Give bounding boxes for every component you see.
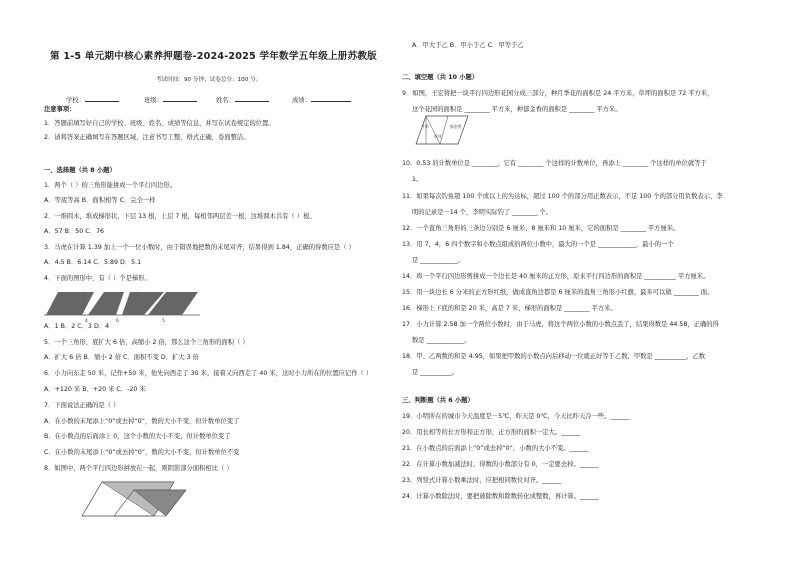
question-line: 明的记录是－14 个，李明实际钓了 ________ 个。 (412, 209, 552, 216)
question-line: 这个花园的面积是 ________ 平方米，种郁金香的面积是 ________ 平方米。 (412, 106, 622, 113)
score-field[interactable]: 成绩： (292, 95, 351, 105)
option-line: A．等底等高 B．面积相等 C．完全一样 (44, 197, 156, 204)
note-line: 1．答题前填写好自己的学校、班级、姓名、成绩等信息，并写在试卷规定的位置。 (44, 120, 275, 127)
question-line: 6．小力向东走 50 米，记作+50 米，他先向西走了 30 米，接着又向西走了 40 米，这时小力所在的位置应记作（ ） (44, 370, 373, 377)
option-line: B．在小数点的后面添上 0，这个小数的大小不变，但计数单位变了 (44, 433, 231, 440)
question-line: 数是 ____________。 (412, 337, 471, 344)
page-title: 第 1-5 单元期中核心素养押题卷-2024-2025 学年数学五年级上册苏教版 (50, 51, 377, 62)
shape-1 (46, 292, 94, 315)
figure-label: 5 (162, 319, 165, 322)
note-line: 2．请将答案正确填写在答题区域，注意书写工整，格式正确，卷面整洁。 (44, 134, 250, 141)
notes-heading: 注意事项： (44, 106, 76, 113)
figure-label: 草坪 (434, 134, 442, 139)
trapezoid-figure (44, 288, 200, 322)
question-line: 15．用一块边长 6 分米的正方形红纸，做成直角边都是 6 厘米的直角三角形小红旗，最多可以做 ________ 面。 (402, 289, 714, 296)
question-line: 1。 (412, 176, 423, 183)
question-line: 23．列竖式计算小数乘法时，应把相同数位对齐。______ (402, 477, 562, 484)
question-line: 是 ____________。 (412, 257, 465, 264)
question-line: 1．两个（ ）的三角形能拼成一个平行四边形。 (44, 182, 176, 189)
option-line: A．扩大 6 倍 B．缩小 2 倍 C．面积不变 D．扩大 3 倍 (44, 354, 199, 361)
question-line: 19．小明所在的城市今天温度是－5℃，昨天是 0℃，今天比昨天冷一些。______ (402, 413, 630, 420)
option-line: C．在小数的末尾添上“0”或去掉“0”，数的大小不变，但计数单位不变 (44, 449, 240, 456)
shape-2 (88, 292, 124, 315)
parallelogram-figure (74, 476, 204, 524)
option-line: A．在小数的末尾添上“0”或去掉“0”，数的大小不变，但计数单位变了 (44, 418, 240, 425)
question-line: 7．下面说法正确的是（ ） (44, 402, 120, 409)
question-line: 21．在小数点的后面添上“0”或去掉“0”，小数的大小不变。______ (402, 445, 589, 452)
question-line: 22．在计算小数加减法时，得数的小数部分有 0，一定要去掉。______ (402, 461, 599, 468)
option-line: A．4.5 B．6.14 C．5.89 D．5.1 (44, 259, 142, 266)
school-field[interactable]: 学校： (66, 95, 119, 105)
figure-label: 6 (116, 319, 119, 322)
question-line: 16．梯形上下底的和是 20 米，高是 7 米，梯形的面积是 ________ 平方米。 (402, 305, 617, 312)
figure-label: 郁金香 (450, 124, 462, 129)
option-line: A．甲大于乙 B．甲小于乙 C．甲等于乙 (412, 42, 524, 49)
section-heading-choice: 一、选择题（共 8 小题） (44, 167, 116, 174)
question-line: 13．用 7，4，6 四个数字和小数点组成的两位小数中，最大的一个是 ____________，最小的一个 (402, 241, 674, 248)
question-line: 3．马虎在计算 1.39 加上一个一位小数时，由于错误地把数的末尾对齐，结果得到 1.84，正确的得数应是（ ） (44, 244, 355, 251)
question-line: 是 __________。 (412, 369, 459, 376)
option-line: A．57 B．50 C．76 (44, 228, 104, 235)
question-line: 18．甲、乙两数的和是 4.95，如果把甲数的小数点向后移动一位就正好等于乙数，甲数是 __________，乙数 (402, 353, 706, 360)
option-line: A．+120 米 B．+20 米 C．-20 米 (44, 386, 146, 393)
question-line: 14．将一个平行四边形剪拼成一个边长是 40 厘米的正方形，原来平行四边形的面积是 __________ 平方厘米。 (402, 273, 710, 280)
exam-info: 考试时间：90 分钟；试卷总分：100 分； (156, 77, 262, 83)
option-line: A．1 B．2 C．3 D．4 (44, 323, 110, 330)
question-line: 17．小力计算 2.58 加一个两位小数时，由于马虎，将这个两位小数的小数点丢了，结果得数是 44.58，正确的得 (402, 321, 719, 328)
class-field[interactable]: 班级： (144, 95, 197, 105)
section-heading-judge: 三、判断题（共 6 小题） (402, 397, 474, 404)
question-line: 11．如果每次钓鱼超 100 个或以上的为达标，超过 100 个的部分用正数表示，不足 100 个的部分用负数表示，李 (402, 193, 723, 200)
question-line: 4．下面的图形中，有（ ）个是梯形。 (44, 275, 151, 282)
question-line: 9．如图，王宏将把一块平行四边形花园分成三部分，种月季花的面积是 24 平方米，草坪的面积是 72 平方米， (402, 90, 714, 97)
question-line: 5．一个三角形，底扩大 6 倍，高缩小 2 倍，那么这个三角形的面积（ ） (44, 339, 249, 346)
question-line: 10．0.53 的计数单位是 ________，它有 ________ 个这样的计数单位，再添上 ________ 个这样的单位就等于 (402, 160, 707, 167)
garden-figure (410, 114, 472, 146)
question-line: 2．一堆圆木，堆成梯形状，下层 13 根，上层 7 根，每相邻两层差一根，这堆圆木共有（ ）根。 (44, 213, 316, 220)
name-field[interactable]: 姓名： (216, 95, 269, 105)
question-line: 8．如图中，两个平行四边形拼放在一起，则阴影部分面积相比（ ） (44, 465, 233, 472)
question-line: 20．用长相等的长方形和正方形，正方形的面积一定大。______ (402, 429, 581, 436)
question-line: 12．一个直角三角形的三条边分别是 6 厘米、8 厘米和 10 厘米，它的面积是 ________ 平方厘米。 (402, 225, 680, 232)
figure-label: 4 (85, 319, 88, 322)
figure-label: 月季 (421, 124, 429, 129)
section-heading-fill: 二、填空题（共 10 小题） (402, 74, 479, 81)
question-line: 24．计算小数除法时，要把被除数和除数转化成整数，再计算。______ (402, 493, 599, 500)
